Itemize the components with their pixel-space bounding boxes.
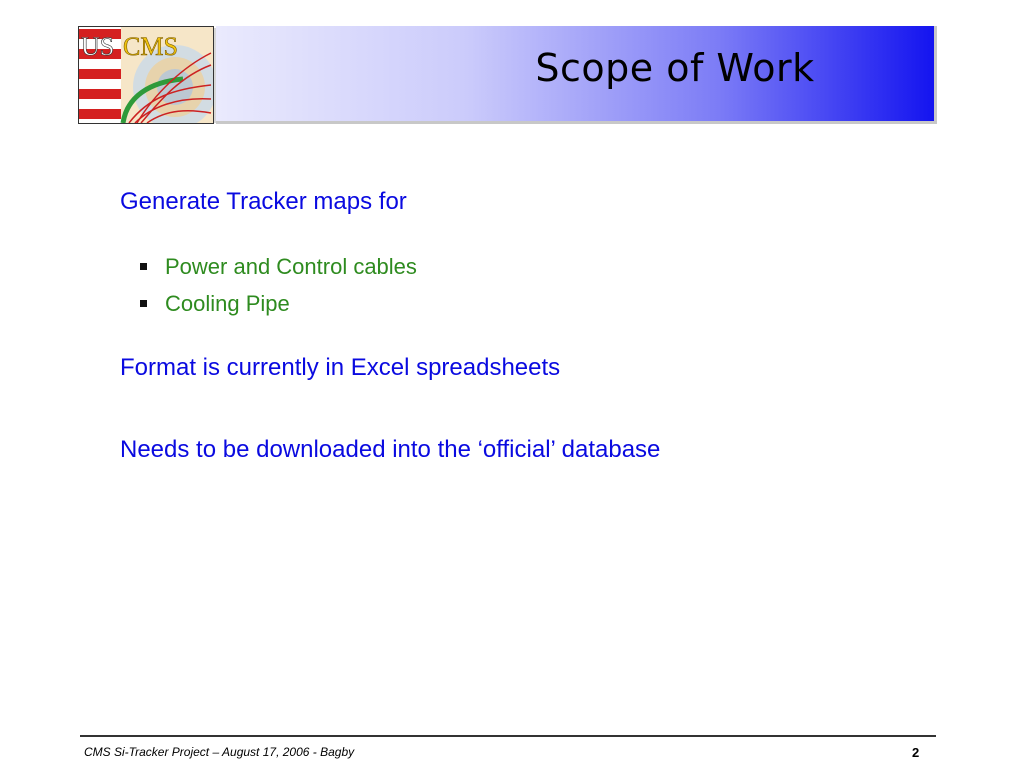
logo-text-us: US: [81, 32, 115, 61]
sub-bullet-list: [120, 248, 920, 322]
item-needs-download: Needs to be downloaded into the ‘official’ database: [120, 436, 661, 463]
us-cms-logo: [78, 26, 214, 124]
bullet-cooling-pipe: [120, 285, 920, 322]
logo-text-cms: CMS: [123, 32, 178, 61]
bullet-text: Cooling Pipe: [165, 291, 290, 316]
slide-content: [120, 186, 920, 466]
square-bullet-icon: [140, 263, 147, 270]
footer-divider: [80, 735, 936, 737]
square-bullet-icon: [140, 300, 147, 307]
item-format-excel: Format is currently in Excel spreadsheets: [120, 354, 561, 381]
item-generate-tracker-maps: Generate Tracker maps for: [120, 188, 407, 215]
bullet-power-control-cables: [120, 248, 920, 285]
page-number: 2: [912, 745, 920, 760]
bullet-text: Power and Control cables: [165, 254, 417, 279]
slide-title: Scope of Work: [535, 46, 815, 90]
footer-text: CMS Si-Tracker Project – August 17, 2006 - Bagby: [84, 745, 355, 759]
title-bar: [216, 26, 937, 124]
